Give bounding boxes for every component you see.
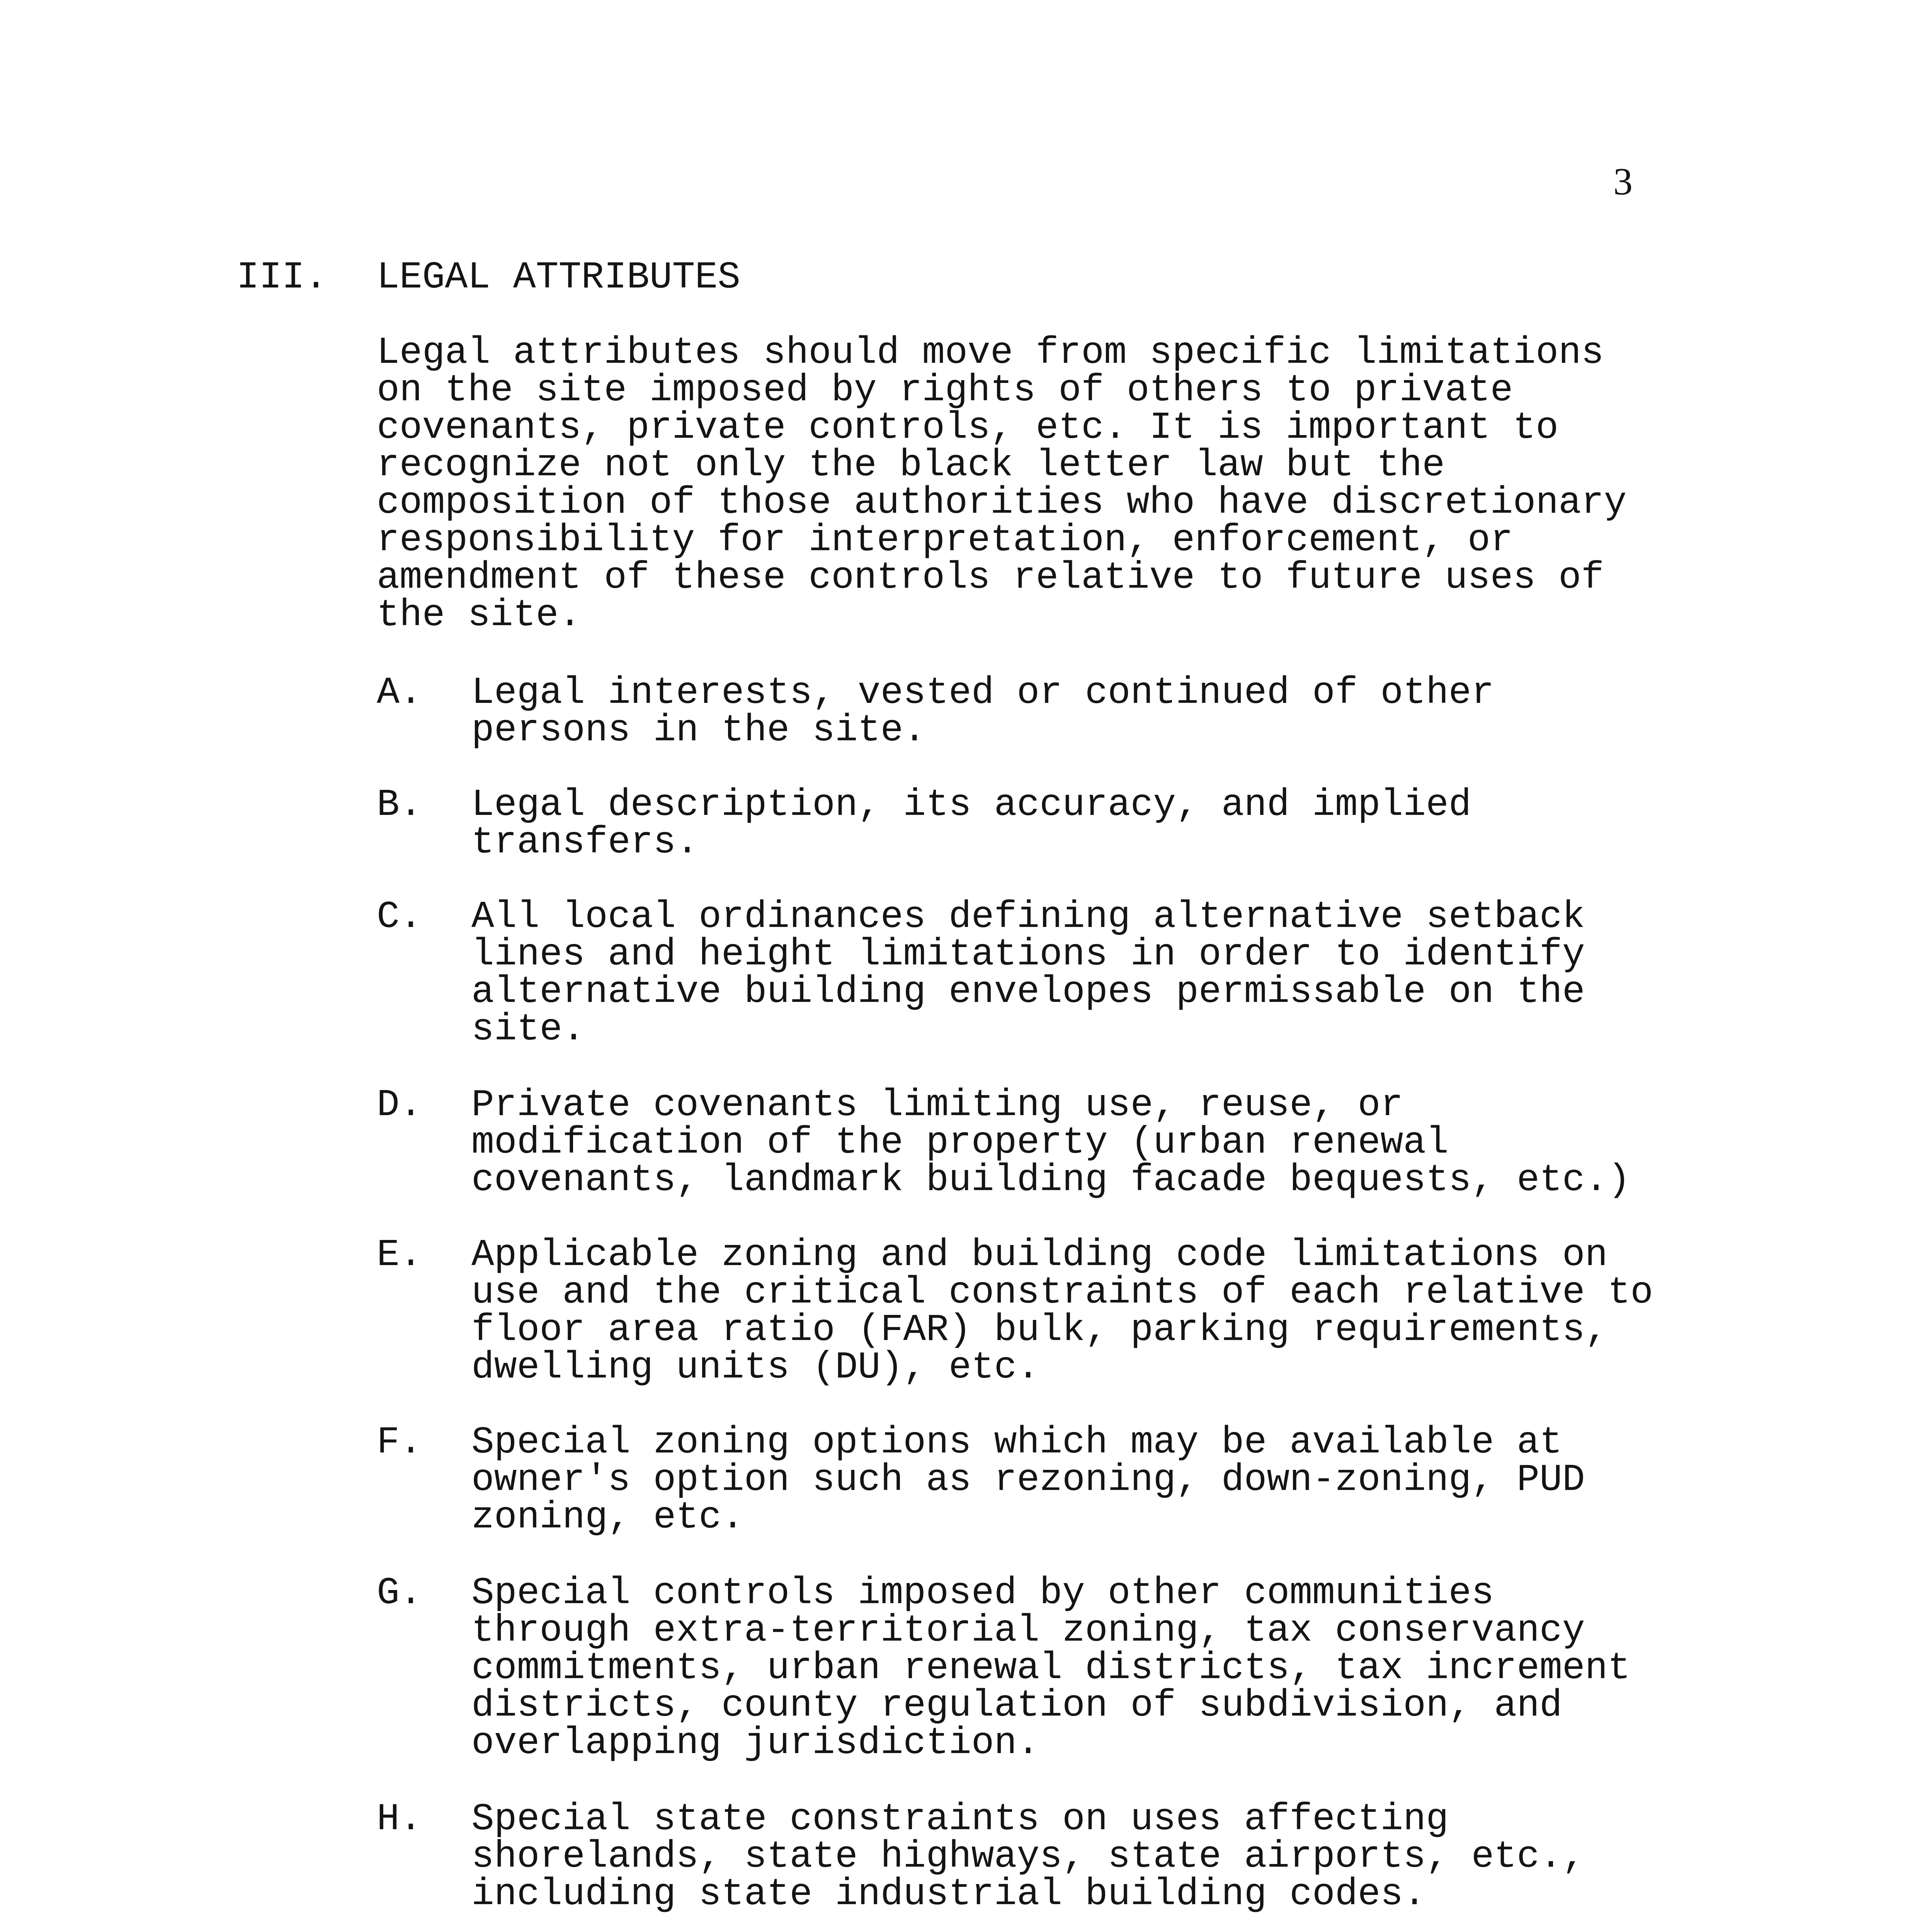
item-letter: A.: [377, 672, 422, 714]
page-number: 3: [1613, 160, 1633, 203]
item-letter: F.: [377, 1421, 422, 1464]
item-text: Special zoning options which may be available at owner's option such as rezoning, down-zoning, PUD zoning, etc.: [471, 1421, 1585, 1539]
item-text: Private covenants limiting use, reuse, or modification of the property (urban renewal covenants, landmark building facade bequests, etc.): [471, 1084, 1631, 1202]
item-letter: D.: [377, 1084, 422, 1127]
item-letter: G.: [377, 1572, 422, 1615]
item-text: Legal interests, vested or continued of other persons in the site.: [471, 672, 1494, 752]
item-text: Special controls imposed by other communities through extra-territorial zoning, tax conservancy commitments, urban renewal districts, tax increment districts, county regulation of subdivision, and overlapping jurisdiction.: [471, 1572, 1631, 1765]
item-letter: B.: [377, 784, 422, 827]
item-text: Applicable zoning and building code limitations on use and the critical constraints of each relative to floor area ratio (FAR) bulk, parking requirements, dwelling units (DU), etc.: [471, 1234, 1653, 1389]
section-numeral: III.: [236, 256, 328, 299]
item-letter: E.: [377, 1234, 422, 1277]
item-text: Legal description, its accuracy, and implied transfers.: [471, 784, 1471, 864]
intro-paragraph: Legal attributes should move from specific limitations on the site imposed by rights of others to private covenants, private controls, etc. It is important to recognize not only the black letter law but the composition of those authorities who have discretionary responsibility for interpretation, enforcement, or amendment of these controls relative to future uses of the site.: [377, 332, 1627, 637]
item-text: Special state constraints on uses affecting shorelands, state highways, state airports, etc., including state industrial building codes.: [471, 1798, 1585, 1916]
item-letter: H.: [377, 1798, 422, 1841]
section-title: LEGAL ATTRIBUTES: [377, 256, 740, 299]
item-text: All local ordinances defining alternative setback lines and height limitations in order to identify alternative building envelopes permissable on the site.: [471, 896, 1585, 1051]
item-letter: C.: [377, 896, 422, 939]
